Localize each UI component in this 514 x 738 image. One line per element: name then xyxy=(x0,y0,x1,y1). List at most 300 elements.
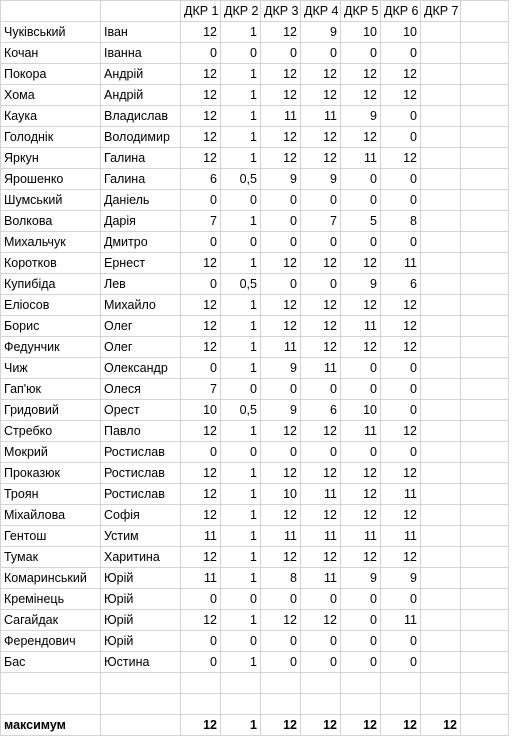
score-cell-dkr-4[interactable]: 12 xyxy=(301,421,341,442)
maximum-value-dkr-2[interactable]: 1 xyxy=(221,715,261,736)
surname-cell[interactable]: Комаринський xyxy=(1,568,101,589)
score-cell-dkr-4[interactable]: 12 xyxy=(301,505,341,526)
score-cell-dkr-7[interactable] xyxy=(421,148,461,169)
score-cell-dkr-7[interactable] xyxy=(421,463,461,484)
score-cell-dkr-5[interactable]: 0 xyxy=(341,610,381,631)
score-cell-dkr-7[interactable] xyxy=(421,421,461,442)
score-cell-dkr-1[interactable]: 12 xyxy=(181,148,221,169)
empty-cell[interactable] xyxy=(461,610,509,631)
score-cell-dkr-7[interactable] xyxy=(421,358,461,379)
empty-cell[interactable] xyxy=(461,631,509,652)
empty-cell[interactable] xyxy=(261,694,301,715)
score-cell-dkr-4[interactable]: 12 xyxy=(301,127,341,148)
score-cell-dkr-7[interactable] xyxy=(421,610,461,631)
score-cell-dkr-7[interactable] xyxy=(421,547,461,568)
column-header-dkr-7[interactable]: ДКР 7 xyxy=(421,1,461,22)
first-name-cell[interactable]: Ернест xyxy=(101,253,181,274)
score-cell-dkr-4[interactable]: 11 xyxy=(301,106,341,127)
surname-cell[interactable]: Бас xyxy=(1,652,101,673)
empty-cell[interactable] xyxy=(421,673,461,694)
score-cell-dkr-3[interactable]: 12 xyxy=(261,253,301,274)
score-cell-dkr-3[interactable]: 0 xyxy=(261,652,301,673)
column-header-dkr-5[interactable]: ДКР 5 xyxy=(341,1,381,22)
empty-cell[interactable] xyxy=(421,694,461,715)
score-cell-dkr-5[interactable]: 12 xyxy=(341,463,381,484)
score-cell-dkr-2[interactable]: 1 xyxy=(221,106,261,127)
score-cell-dkr-2[interactable]: 1 xyxy=(221,148,261,169)
first-name-cell[interactable]: Лев xyxy=(101,274,181,295)
score-cell-dkr-5[interactable]: 5 xyxy=(341,211,381,232)
first-name-cell[interactable]: Олег xyxy=(101,337,181,358)
first-name-cell[interactable]: Юрій xyxy=(101,568,181,589)
empty-cell[interactable] xyxy=(101,673,181,694)
score-cell-dkr-2[interactable]: 1 xyxy=(221,421,261,442)
empty-cell[interactable] xyxy=(461,589,509,610)
score-cell-dkr-3[interactable]: 12 xyxy=(261,547,301,568)
score-cell-dkr-4[interactable]: 0 xyxy=(301,379,341,400)
score-cell-dkr-3[interactable]: 12 xyxy=(261,316,301,337)
score-cell-dkr-3[interactable]: 12 xyxy=(261,127,301,148)
score-cell-dkr-1[interactable]: 12 xyxy=(181,22,221,43)
score-cell-dkr-5[interactable]: 12 xyxy=(341,484,381,505)
score-cell-dkr-5[interactable]: 11 xyxy=(341,316,381,337)
column-header-dkr-3[interactable]: ДКР 3 xyxy=(261,1,301,22)
score-cell-dkr-4[interactable]: 0 xyxy=(301,631,341,652)
score-cell-dkr-1[interactable]: 12 xyxy=(181,337,221,358)
score-cell-dkr-1[interactable]: 7 xyxy=(181,211,221,232)
score-cell-dkr-7[interactable] xyxy=(421,442,461,463)
empty-cell[interactable] xyxy=(381,673,421,694)
empty-cell[interactable] xyxy=(461,337,509,358)
first-name-cell[interactable]: Михайло xyxy=(101,295,181,316)
score-cell-dkr-3[interactable]: 12 xyxy=(261,22,301,43)
first-name-cell[interactable]: Юрій xyxy=(101,610,181,631)
column-header-dkr-4[interactable]: ДКР 4 xyxy=(301,1,341,22)
score-cell-dkr-3[interactable]: 9 xyxy=(261,169,301,190)
score-cell-dkr-5[interactable]: 0 xyxy=(341,379,381,400)
score-cell-dkr-4[interactable]: 0 xyxy=(301,43,341,64)
score-cell-dkr-1[interactable]: 7 xyxy=(181,379,221,400)
score-cell-dkr-3[interactable]: 12 xyxy=(261,85,301,106)
first-name-cell[interactable]: Владислав xyxy=(101,106,181,127)
score-cell-dkr-5[interactable]: 11 xyxy=(341,148,381,169)
score-cell-dkr-2[interactable]: 1 xyxy=(221,211,261,232)
score-cell-dkr-3[interactable]: 12 xyxy=(261,64,301,85)
score-cell-dkr-6[interactable]: 11 xyxy=(381,526,421,547)
surname-cell[interactable]: Кремінець xyxy=(1,589,101,610)
score-cell-dkr-6[interactable]: 10 xyxy=(381,22,421,43)
empty-cell[interactable] xyxy=(461,316,509,337)
score-cell-dkr-3[interactable]: 9 xyxy=(261,400,301,421)
empty-cell[interactable] xyxy=(461,484,509,505)
score-cell-dkr-5[interactable]: 0 xyxy=(341,631,381,652)
score-cell-dkr-1[interactable]: 11 xyxy=(181,526,221,547)
score-cell-dkr-6[interactable]: 12 xyxy=(381,295,421,316)
score-cell-dkr-3[interactable]: 0 xyxy=(261,442,301,463)
maximum-value-dkr-3[interactable]: 12 xyxy=(261,715,301,736)
score-cell-dkr-6[interactable]: 0 xyxy=(381,589,421,610)
first-name-cell[interactable]: Орест xyxy=(101,400,181,421)
score-cell-dkr-7[interactable] xyxy=(421,106,461,127)
score-cell-dkr-6[interactable]: 0 xyxy=(381,232,421,253)
score-cell-dkr-2[interactable]: 1 xyxy=(221,652,261,673)
empty-cell[interactable] xyxy=(261,673,301,694)
surname-cell[interactable]: Гентош xyxy=(1,526,101,547)
empty-cell[interactable] xyxy=(461,673,509,694)
score-cell-dkr-5[interactable]: 0 xyxy=(341,169,381,190)
score-cell-dkr-4[interactable]: 11 xyxy=(301,526,341,547)
score-cell-dkr-4[interactable]: 12 xyxy=(301,610,341,631)
score-cell-dkr-7[interactable] xyxy=(421,295,461,316)
empty-cell[interactable] xyxy=(461,421,509,442)
empty-cell[interactable] xyxy=(461,694,509,715)
first-name-cell[interactable]: Дарія xyxy=(101,211,181,232)
empty-cell[interactable] xyxy=(101,715,181,736)
score-cell-dkr-1[interactable]: 12 xyxy=(181,295,221,316)
score-cell-dkr-1[interactable]: 12 xyxy=(181,421,221,442)
score-cell-dkr-5[interactable]: 0 xyxy=(341,442,381,463)
score-cell-dkr-4[interactable]: 0 xyxy=(301,232,341,253)
score-cell-dkr-5[interactable]: 12 xyxy=(341,64,381,85)
surname-cell[interactable]: Еліосов xyxy=(1,295,101,316)
score-cell-dkr-4[interactable]: 12 xyxy=(301,253,341,274)
score-cell-dkr-3[interactable]: 12 xyxy=(261,610,301,631)
score-cell-dkr-4[interactable]: 9 xyxy=(301,22,341,43)
score-cell-dkr-5[interactable]: 9 xyxy=(341,568,381,589)
empty-cell[interactable] xyxy=(301,673,341,694)
score-cell-dkr-7[interactable] xyxy=(421,589,461,610)
score-cell-dkr-5[interactable]: 9 xyxy=(341,106,381,127)
score-cell-dkr-7[interactable] xyxy=(421,652,461,673)
empty-cell[interactable] xyxy=(461,442,509,463)
score-cell-dkr-7[interactable] xyxy=(421,253,461,274)
score-cell-dkr-5[interactable]: 12 xyxy=(341,127,381,148)
first-name-cell[interactable]: Галина xyxy=(101,148,181,169)
empty-cell[interactable] xyxy=(461,379,509,400)
surname-cell[interactable]: Гридовий xyxy=(1,400,101,421)
score-cell-dkr-3[interactable]: 11 xyxy=(261,337,301,358)
score-cell-dkr-2[interactable]: 1 xyxy=(221,547,261,568)
score-cell-dkr-7[interactable] xyxy=(421,505,461,526)
score-cell-dkr-6[interactable]: 12 xyxy=(381,148,421,169)
score-cell-dkr-2[interactable]: 1 xyxy=(221,64,261,85)
surname-cell[interactable]: Борис xyxy=(1,316,101,337)
score-cell-dkr-7[interactable] xyxy=(421,190,461,211)
score-cell-dkr-3[interactable]: 0 xyxy=(261,631,301,652)
score-cell-dkr-3[interactable]: 0 xyxy=(261,589,301,610)
score-cell-dkr-4[interactable]: 9 xyxy=(301,169,341,190)
surname-cell[interactable]: Стребко xyxy=(1,421,101,442)
score-cell-dkr-5[interactable]: 12 xyxy=(341,547,381,568)
surname-cell[interactable]: Волкова xyxy=(1,211,101,232)
score-cell-dkr-7[interactable] xyxy=(421,379,461,400)
score-cell-dkr-4[interactable]: 12 xyxy=(301,463,341,484)
score-cell-dkr-6[interactable]: 6 xyxy=(381,274,421,295)
score-cell-dkr-1[interactable]: 12 xyxy=(181,253,221,274)
empty-cell[interactable] xyxy=(461,1,509,22)
empty-cell[interactable] xyxy=(461,463,509,484)
score-cell-dkr-1[interactable]: 0 xyxy=(181,232,221,253)
score-cell-dkr-4[interactable]: 12 xyxy=(301,85,341,106)
score-cell-dkr-4[interactable]: 0 xyxy=(301,589,341,610)
score-cell-dkr-3[interactable]: 12 xyxy=(261,148,301,169)
score-cell-dkr-2[interactable]: 0,5 xyxy=(221,169,261,190)
maximum-value-dkr-4[interactable]: 12 xyxy=(301,715,341,736)
score-cell-dkr-2[interactable]: 1 xyxy=(221,295,261,316)
score-cell-dkr-2[interactable]: 0 xyxy=(221,43,261,64)
score-cell-dkr-5[interactable]: 0 xyxy=(341,652,381,673)
score-cell-dkr-7[interactable] xyxy=(421,316,461,337)
score-cell-dkr-7[interactable] xyxy=(421,169,461,190)
surname-cell[interactable]: Гап'юк xyxy=(1,379,101,400)
score-cell-dkr-3[interactable]: 0 xyxy=(261,43,301,64)
score-cell-dkr-3[interactable]: 0 xyxy=(261,274,301,295)
empty-cell[interactable] xyxy=(461,568,509,589)
score-cell-dkr-5[interactable]: 12 xyxy=(341,505,381,526)
empty-cell[interactable] xyxy=(461,64,509,85)
score-cell-dkr-5[interactable]: 12 xyxy=(341,85,381,106)
score-cell-dkr-2[interactable]: 1 xyxy=(221,463,261,484)
score-cell-dkr-1[interactable]: 12 xyxy=(181,463,221,484)
score-cell-dkr-5[interactable]: 0 xyxy=(341,190,381,211)
surname-cell[interactable]: Хома xyxy=(1,85,101,106)
surname-cell[interactable]: Шумський xyxy=(1,190,101,211)
empty-cell[interactable] xyxy=(461,148,509,169)
score-cell-dkr-3[interactable]: 12 xyxy=(261,421,301,442)
score-cell-dkr-3[interactable]: 9 xyxy=(261,358,301,379)
score-cell-dkr-6[interactable]: 0 xyxy=(381,400,421,421)
score-cell-dkr-1[interactable]: 11 xyxy=(181,568,221,589)
score-cell-dkr-2[interactable]: 0 xyxy=(221,190,261,211)
empty-cell[interactable] xyxy=(461,169,509,190)
score-cell-dkr-5[interactable]: 0 xyxy=(341,589,381,610)
score-cell-dkr-2[interactable]: 1 xyxy=(221,253,261,274)
score-cell-dkr-5[interactable]: 0 xyxy=(341,43,381,64)
empty-cell[interactable] xyxy=(461,547,509,568)
empty-cell[interactable] xyxy=(461,127,509,148)
first-name-cell[interactable]: Юрій xyxy=(101,631,181,652)
surname-cell[interactable]: Федунчик xyxy=(1,337,101,358)
first-name-cell[interactable]: Харитина xyxy=(101,547,181,568)
score-cell-dkr-1[interactable]: 0 xyxy=(181,589,221,610)
score-cell-dkr-2[interactable]: 0 xyxy=(221,442,261,463)
empty-cell[interactable] xyxy=(221,673,261,694)
first-name-cell[interactable]: Ростислав xyxy=(101,442,181,463)
score-cell-dkr-4[interactable]: 0 xyxy=(301,190,341,211)
score-cell-dkr-7[interactable] xyxy=(421,64,461,85)
surname-cell[interactable]: Ярошенко xyxy=(1,169,101,190)
score-cell-dkr-4[interactable]: 11 xyxy=(301,484,341,505)
empty-cell[interactable] xyxy=(381,694,421,715)
score-cell-dkr-2[interactable]: 1 xyxy=(221,568,261,589)
score-cell-dkr-7[interactable] xyxy=(421,337,461,358)
score-cell-dkr-5[interactable]: 10 xyxy=(341,22,381,43)
score-cell-dkr-4[interactable]: 0 xyxy=(301,652,341,673)
score-cell-dkr-1[interactable]: 12 xyxy=(181,106,221,127)
surname-cell[interactable]: Покора xyxy=(1,64,101,85)
score-cell-dkr-2[interactable]: 0,5 xyxy=(221,274,261,295)
empty-cell[interactable] xyxy=(461,190,509,211)
maximum-label[interactable]: максимум xyxy=(1,715,101,736)
score-cell-dkr-4[interactable]: 12 xyxy=(301,64,341,85)
first-name-cell[interactable]: Дмитро xyxy=(101,232,181,253)
score-cell-dkr-6[interactable]: 0 xyxy=(381,631,421,652)
score-cell-dkr-4[interactable]: 12 xyxy=(301,148,341,169)
score-cell-dkr-6[interactable]: 12 xyxy=(381,337,421,358)
empty-cell[interactable] xyxy=(341,673,381,694)
empty-cell[interactable] xyxy=(461,295,509,316)
first-name-cell[interactable]: Ростислав xyxy=(101,463,181,484)
score-cell-dkr-5[interactable]: 10 xyxy=(341,400,381,421)
score-cell-dkr-3[interactable]: 11 xyxy=(261,526,301,547)
empty-cell[interactable] xyxy=(461,85,509,106)
score-cell-dkr-1[interactable]: 0 xyxy=(181,190,221,211)
score-cell-dkr-1[interactable]: 6 xyxy=(181,169,221,190)
surname-cell[interactable]: Чуківський xyxy=(1,22,101,43)
score-cell-dkr-4[interactable]: 12 xyxy=(301,316,341,337)
first-name-cell[interactable]: Ростислав xyxy=(101,484,181,505)
score-cell-dkr-5[interactable]: 0 xyxy=(341,232,381,253)
surname-cell[interactable]: Голоднік xyxy=(1,127,101,148)
score-cell-dkr-7[interactable] xyxy=(421,232,461,253)
score-cell-dkr-2[interactable]: 0 xyxy=(221,631,261,652)
score-cell-dkr-7[interactable] xyxy=(421,631,461,652)
score-cell-dkr-6[interactable]: 0 xyxy=(381,190,421,211)
empty-cell[interactable] xyxy=(461,526,509,547)
score-cell-dkr-2[interactable]: 0 xyxy=(221,379,261,400)
empty-cell[interactable] xyxy=(461,274,509,295)
empty-cell[interactable] xyxy=(461,253,509,274)
column-header-blank[interactable] xyxy=(1,1,101,22)
column-header-dkr-1[interactable]: ДКР 1 xyxy=(181,1,221,22)
score-cell-dkr-6[interactable]: 0 xyxy=(381,379,421,400)
score-cell-dkr-4[interactable]: 0 xyxy=(301,442,341,463)
score-cell-dkr-3[interactable]: 12 xyxy=(261,463,301,484)
score-cell-dkr-7[interactable] xyxy=(421,568,461,589)
score-cell-dkr-1[interactable]: 12 xyxy=(181,610,221,631)
empty-cell[interactable] xyxy=(461,505,509,526)
score-cell-dkr-2[interactable]: 1 xyxy=(221,337,261,358)
score-cell-dkr-6[interactable]: 12 xyxy=(381,421,421,442)
score-cell-dkr-1[interactable]: 12 xyxy=(181,547,221,568)
first-name-cell[interactable]: Андрій xyxy=(101,64,181,85)
surname-cell[interactable]: Яркун xyxy=(1,148,101,169)
score-cell-dkr-6[interactable]: 11 xyxy=(381,610,421,631)
surname-cell[interactable]: Сагайдак xyxy=(1,610,101,631)
column-header-dkr-2[interactable]: ДКР 2 xyxy=(221,1,261,22)
score-cell-dkr-2[interactable]: 1 xyxy=(221,85,261,106)
first-name-cell[interactable]: Іванна xyxy=(101,43,181,64)
column-header-dkr-6[interactable]: ДКР 6 xyxy=(381,1,421,22)
score-cell-dkr-6[interactable]: 11 xyxy=(381,253,421,274)
first-name-cell[interactable]: Устим xyxy=(101,526,181,547)
score-cell-dkr-2[interactable]: 1 xyxy=(221,610,261,631)
surname-cell[interactable]: Тумак xyxy=(1,547,101,568)
first-name-cell[interactable]: Володимир xyxy=(101,127,181,148)
first-name-cell[interactable]: Софія xyxy=(101,505,181,526)
score-cell-dkr-2[interactable]: 1 xyxy=(221,526,261,547)
score-cell-dkr-7[interactable] xyxy=(421,400,461,421)
score-cell-dkr-6[interactable]: 11 xyxy=(381,484,421,505)
empty-cell[interactable] xyxy=(461,232,509,253)
first-name-cell[interactable]: Юстина xyxy=(101,652,181,673)
score-cell-dkr-4[interactable]: 7 xyxy=(301,211,341,232)
score-cell-dkr-6[interactable]: 0 xyxy=(381,106,421,127)
score-cell-dkr-2[interactable]: 1 xyxy=(221,316,261,337)
score-cell-dkr-3[interactable]: 8 xyxy=(261,568,301,589)
empty-cell[interactable] xyxy=(1,673,101,694)
score-cell-dkr-7[interactable] xyxy=(421,274,461,295)
surname-cell[interactable]: Коротков xyxy=(1,253,101,274)
maximum-value-dkr-7[interactable]: 12 xyxy=(421,715,461,736)
score-cell-dkr-1[interactable]: 12 xyxy=(181,64,221,85)
empty-cell[interactable] xyxy=(461,211,509,232)
score-cell-dkr-3[interactable]: 0 xyxy=(261,232,301,253)
surname-cell[interactable]: Мокрий xyxy=(1,442,101,463)
surname-cell[interactable]: Проказюк xyxy=(1,463,101,484)
empty-cell[interactable] xyxy=(221,694,261,715)
score-cell-dkr-4[interactable]: 6 xyxy=(301,400,341,421)
score-cell-dkr-2[interactable]: 1 xyxy=(221,22,261,43)
score-cell-dkr-3[interactable]: 0 xyxy=(261,379,301,400)
surname-cell[interactable]: Купибіда xyxy=(1,274,101,295)
score-cell-dkr-6[interactable]: 0 xyxy=(381,169,421,190)
empty-cell[interactable] xyxy=(1,694,101,715)
score-cell-dkr-1[interactable]: 0 xyxy=(181,652,221,673)
score-cell-dkr-6[interactable]: 8 xyxy=(381,211,421,232)
score-cell-dkr-6[interactable]: 0 xyxy=(381,442,421,463)
surname-cell[interactable]: Михальчук xyxy=(1,232,101,253)
score-cell-dkr-4[interactable]: 12 xyxy=(301,337,341,358)
empty-cell[interactable] xyxy=(461,43,509,64)
score-cell-dkr-4[interactable]: 0 xyxy=(301,274,341,295)
score-cell-dkr-1[interactable]: 0 xyxy=(181,631,221,652)
score-cell-dkr-6[interactable]: 12 xyxy=(381,463,421,484)
score-cell-dkr-2[interactable]: 1 xyxy=(221,127,261,148)
score-cell-dkr-6[interactable]: 12 xyxy=(381,316,421,337)
empty-cell[interactable] xyxy=(341,694,381,715)
score-cell-dkr-1[interactable]: 12 xyxy=(181,484,221,505)
score-cell-dkr-2[interactable]: 0 xyxy=(221,589,261,610)
empty-cell[interactable] xyxy=(461,652,509,673)
empty-cell[interactable] xyxy=(461,358,509,379)
score-cell-dkr-3[interactable]: 0 xyxy=(261,211,301,232)
score-cell-dkr-1[interactable]: 0 xyxy=(181,442,221,463)
score-cell-dkr-2[interactable]: 0 xyxy=(221,232,261,253)
score-cell-dkr-5[interactable]: 11 xyxy=(341,421,381,442)
score-cell-dkr-2[interactable]: 1 xyxy=(221,358,261,379)
score-cell-dkr-6[interactable]: 12 xyxy=(381,85,421,106)
score-cell-dkr-1[interactable]: 12 xyxy=(181,505,221,526)
empty-cell[interactable] xyxy=(301,694,341,715)
first-name-cell[interactable]: Олександр xyxy=(101,358,181,379)
first-name-cell[interactable]: Юрій xyxy=(101,589,181,610)
empty-cell[interactable] xyxy=(461,715,509,736)
score-cell-dkr-3[interactable]: 12 xyxy=(261,295,301,316)
score-cell-dkr-3[interactable]: 11 xyxy=(261,106,301,127)
score-cell-dkr-3[interactable]: 12 xyxy=(261,505,301,526)
empty-cell[interactable] xyxy=(461,22,509,43)
score-cell-dkr-1[interactable]: 12 xyxy=(181,85,221,106)
surname-cell[interactable]: Ферендович xyxy=(1,631,101,652)
first-name-cell[interactable]: Павло xyxy=(101,421,181,442)
score-cell-dkr-5[interactable]: 12 xyxy=(341,337,381,358)
score-cell-dkr-7[interactable] xyxy=(421,85,461,106)
score-cell-dkr-6[interactable]: 12 xyxy=(381,505,421,526)
score-cell-dkr-1[interactable]: 0 xyxy=(181,358,221,379)
surname-cell[interactable]: Міхайлова xyxy=(1,505,101,526)
surname-cell[interactable]: Кочан xyxy=(1,43,101,64)
